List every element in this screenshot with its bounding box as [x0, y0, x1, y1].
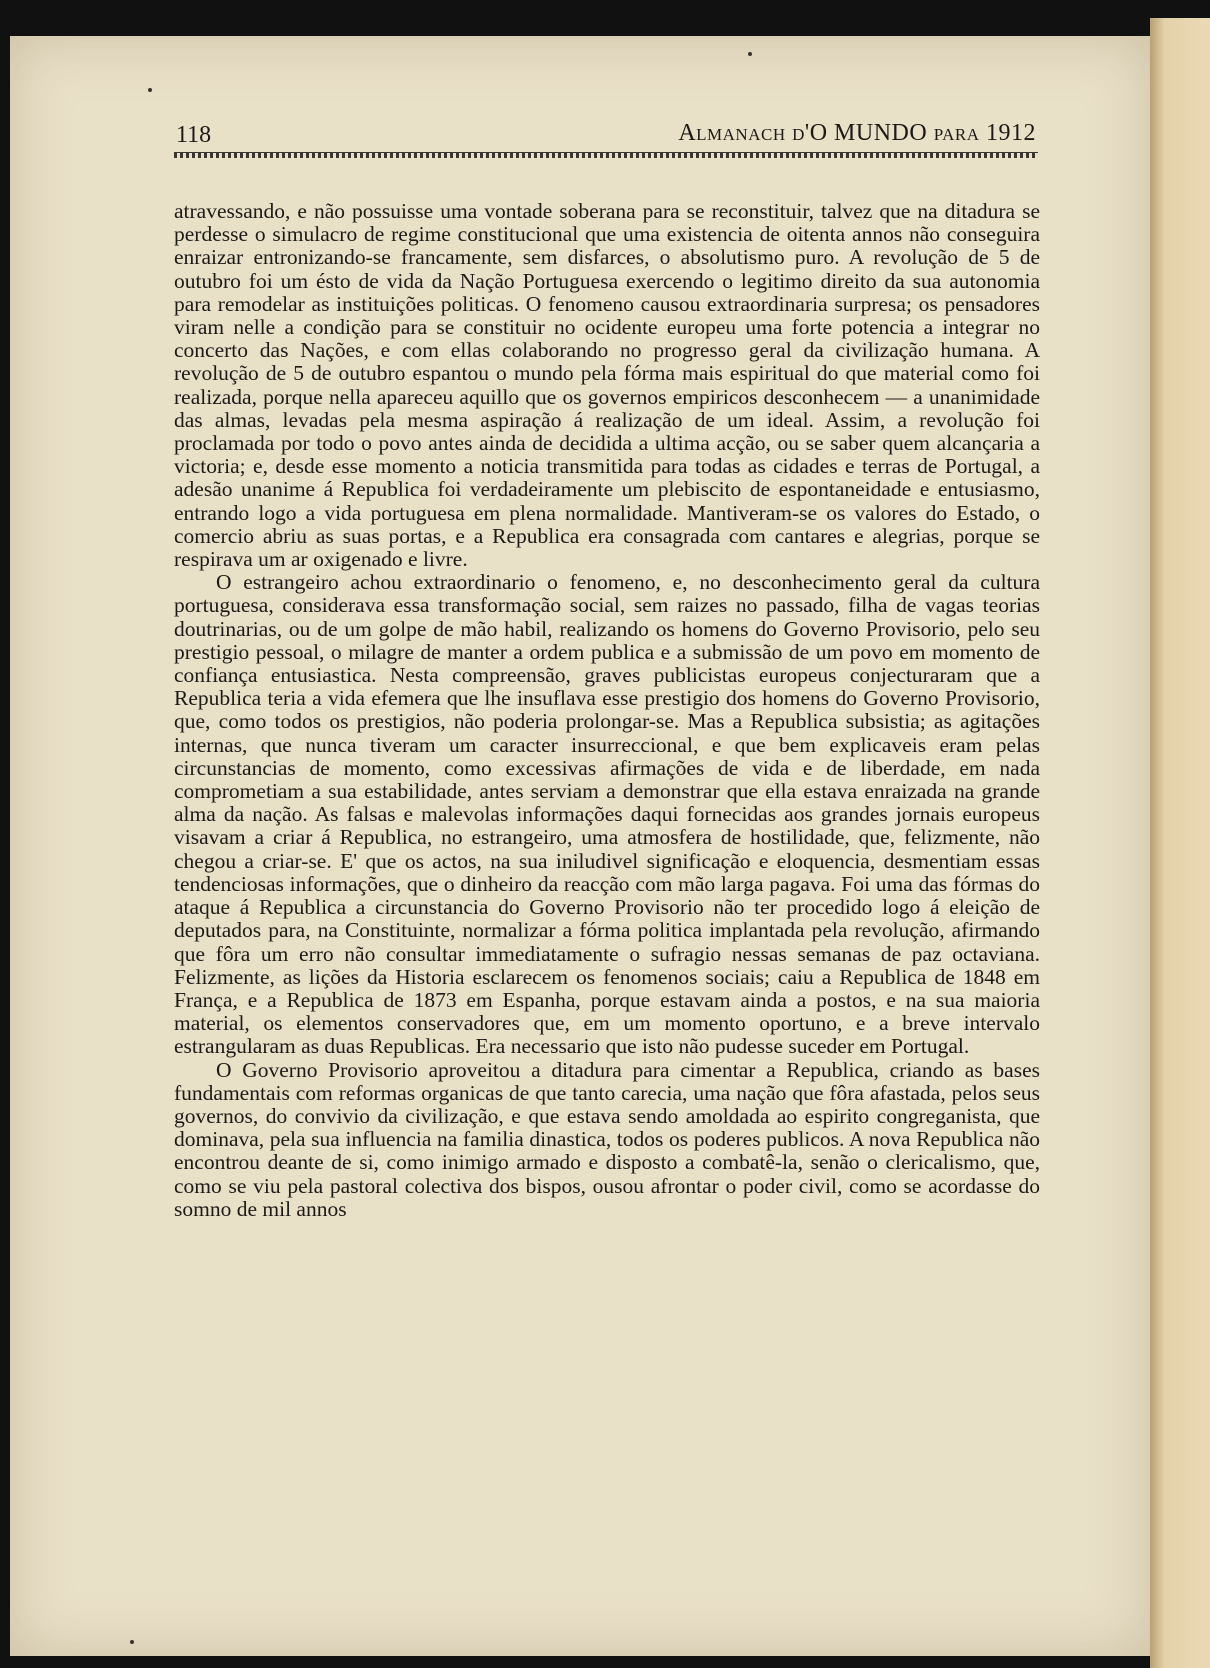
ink-speck	[130, 1640, 134, 1644]
page-header	[176, 118, 1036, 152]
header-rule	[174, 152, 1038, 158]
body-text	[174, 200, 1040, 1221]
running-title: Almanach d'O MUNDO para 1912	[678, 120, 1036, 146]
next-page-edge	[1150, 18, 1210, 1668]
paragraph-2: O estrangeiro achou extraordinario o fenomeno, e, no desconhecimento geral da cultura portuguesa, considerava essa transformação social, sem raizes no passado, filha de vagas teorias doutrinarias, ou de um golpe de mão habil, realizando os homens do Governo Provisorio, pelo seu prestigio pessoal, o milagre de manter a ordem publica e a submissão de um povo em momento de confiança entusiastica. Nesta compreensão, graves publicistas europeus conjecturaram que a Republica teria a vida efemera que lhe insuflava esse prestigio dos homens do Governo Provisorio, que, como todos os prestigios, não poderia prolongar-se. Mas a Republica subsistia; as agitações internas, que nunca tiveram um caracter insurreccional, e que bem explicaveis eram pelas circunstancias de momento, como excessivas afirmações de vida e de liberdade, em nada comprometiam a sua estabilidade, antes serviam a demonstrar que ella estava enraizada na grande alma da nação. As falsas e malevolas informações daqui fornecidas aos grandes jornais europeus visavam a criar á Republica, no estrangeiro, uma atmosfera de hostilidade, que, felizmente, não chegou a criar-se. E' que os actos, na sua iniludivel significação e eloquencia, desmentiam essas tendenciosas informações, que o dinheiro da reacção com mão larga pagava. Foi uma das fórmas do ataque á Republica a circunstancia do Governo Provisorio não ter procedido logo á eleição de deputados para, na Constituinte, normalizar a fórma politica implantada pela revolução, afirmando que fôra um erro não consultar immediatamente o sufragio nessas semanas de paz octaviana. Felizmente, as lições da Historia esclarecem os fenomenos sociais; caiu a Republica de 1848 em França, e a Republica de 1873 em Espanha, porque estavam ainda a postos, e na sua maioria material, os elementos conservadores que, em um momento oportuno, e a breve intervalo estrangularam as duas Republicas. Era necessario que isto não pudesse suceder em Portugal.	[174, 570, 1040, 1059]
ink-speck	[748, 52, 752, 56]
ink-speck	[148, 88, 152, 92]
paragraph-1: atravessando, e não possuisse uma vontade soberana para se reconstituir, talvez que na ditadura se perdesse o simulacro de regime constitucional que uma existencia de oitenta annos não conseguira enraizar entronizando-se francamente, sem disfarces, o absolutismo puro. A revolução de 5 de outubro foi um ésto de vida da Nação Portuguesa exercendo o legitimo direito da sua autonomia para remodelar as instituições politicas. O fenomeno causou extraordinaria surpresa; os pensadores viram nelle a condição para se constituir no ocidente europeu uma forte potencia a integrar no concerto das Nações, e com ellas colaborando no progresso geral da civilização humana. A revolução de 5 de outubro espantou o mundo pela fórma mais espiritual do que material como foi realizada, porque nella apareceu aquillo que os governos empiricos desconhecem — a unanimidade das almas, levadas pela mesma aspiração á realização de um ideal. Assim, a revolução foi proclamada por todo o povo antes ainda de decidida a ultima acção, ou se saber quem alcançaria a victoria; e, desde esse momento a noticia transmitida para todas as cidades e terras de Portugal, a adesão unanime á Republica foi verdadeiramente um plebiscito de espontaneidade e entusiasmo, entrando logo a vida portuguesa em plena normalidade. Mantiveram-se os valores do Estado, o comercio abriu as suas portas, e a Republica era consagrada com cantares e alegrias, porque se respirava um ar oxigenado e livre.	[174, 199, 1040, 572]
paragraph-3: O Governo Provisorio aproveitou a ditadura para cimentar a Republica, criando as bases fundamentais com reformas organicas de que tanto carecia, uma nação que fôra afastada, pelos seus governos, do convivio da civilização, e que estava sendo amoldada ao espirito congreganista, que dominava, pela sua influencia na familia dinastica, todos os poderes publicos. A nova Republica não encontrou deante de si, como inimigo armado e disposto a combatê-la, senão o clericalismo, que, como se viu pela pastoral colectiva dos bispos, ousou afrontar o poder civil, como se acordasse do somno de mil annos	[174, 1057, 1040, 1221]
page-number: 118	[176, 122, 212, 148]
